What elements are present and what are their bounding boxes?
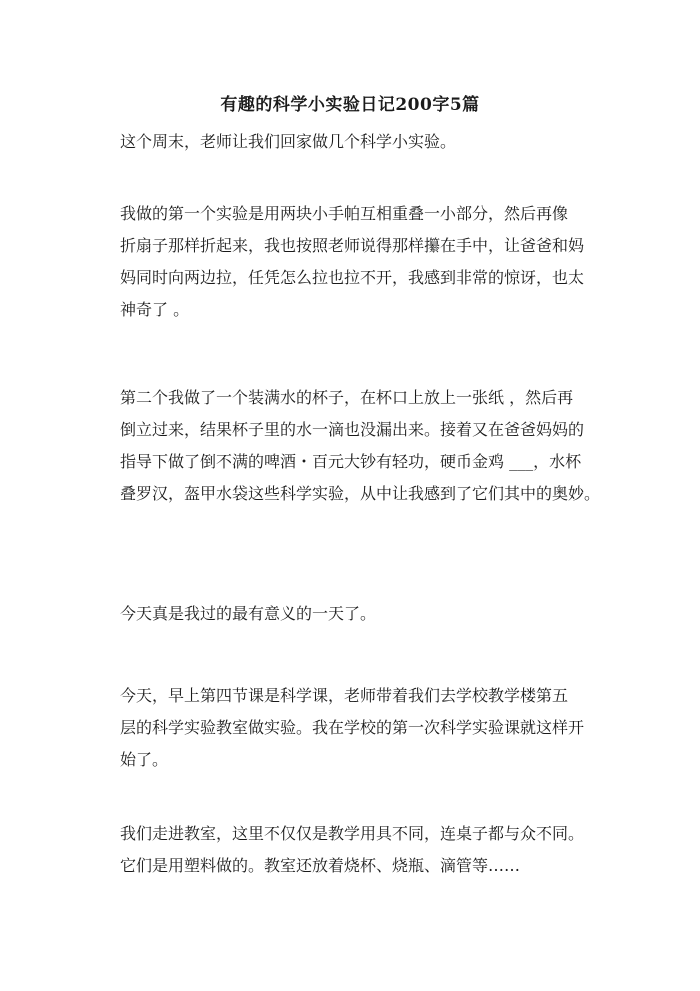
paragraph-2	[120, 198, 600, 326]
paragraph-6	[120, 818, 600, 882]
paragraph-line: 层的科学实验教室做实验。我在学校的第一次科学实验课就这样开	[120, 718, 585, 737]
paragraph-line: 它们是用塑料做的。教室还放着烧杯、烧瓶、滴管等……	[120, 856, 521, 875]
paragraph-line: 第二个我做了一个装满水的杯子，在杯口上放上一张纸 ，然后再	[120, 388, 574, 407]
paragraph-line: 叠罗汉，盔甲水袋这些科学实验，从中让我感到了它们其中的奥妙。	[120, 484, 601, 503]
paragraph-1	[120, 126, 600, 158]
paragraph-line: 今天真是我过的最有意义的一天了。	[120, 604, 377, 623]
paragraph-4	[120, 598, 600, 630]
paragraph-line: 我做的第一个实验是用两块小手帕互相重叠一小部分，然后再像	[120, 204, 569, 223]
paragraph-line: 今天，早上第四节课是科学课，老师带着我们去学校教学楼第五	[120, 686, 569, 705]
document-title: 有趣的科学小实验日记200字5篇	[220, 95, 480, 115]
paragraph-3	[120, 382, 600, 510]
paragraph-line: 倒立过来，结果杯子里的水一滴也没漏出来。接着又在爸爸妈妈的	[120, 420, 585, 439]
paragraph-line: 妈同时向两边拉，任凭怎么拉也拉不开，我感到非常的惊讶，也太	[120, 268, 585, 287]
paragraph-line: 神奇了 。	[120, 300, 190, 319]
paragraph-line: 折扇子那样折起来，我也按照老师说得那样攥在手中，让爸爸和妈	[120, 236, 585, 255]
paragraph-line: 这个周末，老师让我们回家做几个科学小实验。	[120, 132, 457, 151]
paragraph-line: 指导下做了倒不满的啤酒・百元大钞有轻功，硬币金鸡 ___，水杯	[120, 452, 582, 471]
paragraph-5	[120, 680, 600, 776]
paragraph-line: 我们走进教室，这里不仅仅是教学用具不同，连桌子都与众不同。	[120, 824, 585, 843]
paragraph-line: 始了。	[120, 750, 169, 769]
